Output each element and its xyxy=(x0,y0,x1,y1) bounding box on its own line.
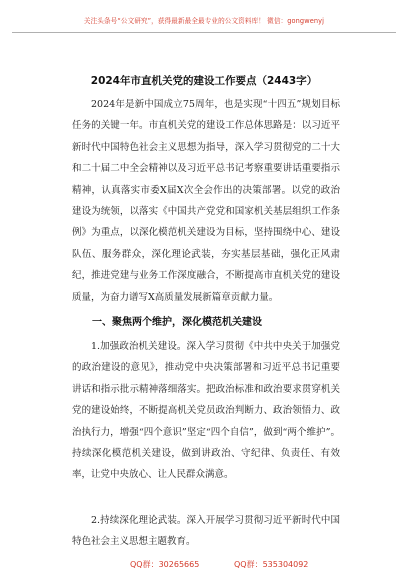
section-heading: 一、聚焦两个维护，深化模范机关建设 xyxy=(92,317,262,328)
header-banner xyxy=(12,12,396,33)
intro-paragraph: 2024年是新中国成立75周年，也是实现“十四五”规划目标任务的关键一年。市直机关党的建设工作总体思路是：以习近平新时代中国特色社会主义思想为指导，深入学习贯彻党的二十大和二十届二中全会精神以及习近平总书记考察重要讲话重要指示精神，认真落实市委X届X次全会作出的决策部署。以党的政治建设为统领，以落实《中国共产党党和国家机关基层组织工作条例》为重点，以深化模范机关建设为目标，坚持围绕中心、建设队伍、服务群众，深化理论武装，夯实基层基础，强化正风肃纪，推进党建与业务工作深度融合，不断提高市直机关党的建设质量，为奋力谱写X高质量发展新篇章贡献力量。 xyxy=(72,99,340,303)
footer-qq-group-1: QQ群：30265665 xyxy=(130,560,200,569)
section-paragraph-2: 2.持续深化理论武装。深入开展学习贯彻习近平新时代中国特色社会主义思想主题教育。 xyxy=(72,515,340,548)
header-notice: 关注头条号“公文研究”，获得最新最全最专业的公文资料库！ 微信：gongwenyj xyxy=(83,17,325,25)
footer xyxy=(0,559,408,571)
footer-qq-group-2: QQ群：535304092 xyxy=(234,560,309,569)
section-paragraph-1: 1.加强政治机关建设。深入学习贯彻《中共中央关于加强党的政治建设的意见》，推动党中央决策部署和习近平总书记重要讲话和指示批示精神落细落实。把政治标准和政治要求贯穿机关党的建设始终，不断提高机关党员政治判断力、政治领悟力、政治执行力，增强“四个意识”坚定“四个自信”，做到“两个维护”。持续深化模范机关建设，做到讲政治、守纪律、负责任、有效率，让党中央放心、让人民群众满意。 xyxy=(72,341,340,481)
document-title: 2024年市直机关党的建设工作要点（2443字） xyxy=(90,75,318,87)
